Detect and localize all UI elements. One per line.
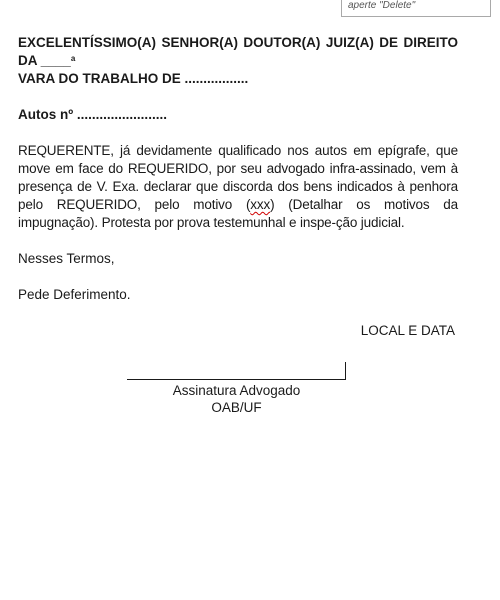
- petition-paragraph: [18, 142, 458, 232]
- closing-termos: Nesses Termos,: [18, 251, 115, 266]
- case-number: Autos nº ........................: [18, 107, 167, 122]
- heading-ordinal: a: [70, 54, 76, 63]
- heading-line-1: EXCELENTÍSSIMO(A) SENHOR(A) DOUTOR(A) JUIZ(A) DE DIREITO DA: [18, 35, 458, 68]
- closing-deferimento: Pede Deferimento.: [18, 287, 131, 302]
- paragraph-text-2: ) (Detalhar os motivos da impugnação). Protesta por prova testemunhal e inspe-ção judicial.: [18, 197, 458, 230]
- signature-tick: [345, 362, 346, 380]
- petition-body: [18, 34, 458, 340]
- signature-name: Assinatura Advogado: [172, 383, 301, 398]
- heading-line-2: VARA DO TRABALHO DE .................: [18, 71, 249, 86]
- spellcheck-placeholder: xxx: [250, 197, 271, 212]
- signature-underline: [127, 379, 346, 380]
- signature-line: [127, 360, 346, 380]
- signature-block: [127, 382, 346, 416]
- local-and-date: LOCAL E DATA: [360, 323, 455, 338]
- note-line-2: aperte "Delete": [348, 0, 416, 11]
- heading-blank: ____: [40, 53, 71, 68]
- paragraph-text-1: REQUERENTE, já devidamente qualificado nos autos em epígrafe, que move em face do REQUERIDO, por seu advogado infra-assinado, vem à presença de V. Exa. declarar que discorda dos bens indicados à penhora pelo REQUERIDO, pelo motivo (: [18, 143, 458, 212]
- instruction-note: [341, 0, 491, 17]
- petition-heading: [18, 34, 458, 88]
- signature-oab: OAB/UF: [211, 400, 262, 415]
